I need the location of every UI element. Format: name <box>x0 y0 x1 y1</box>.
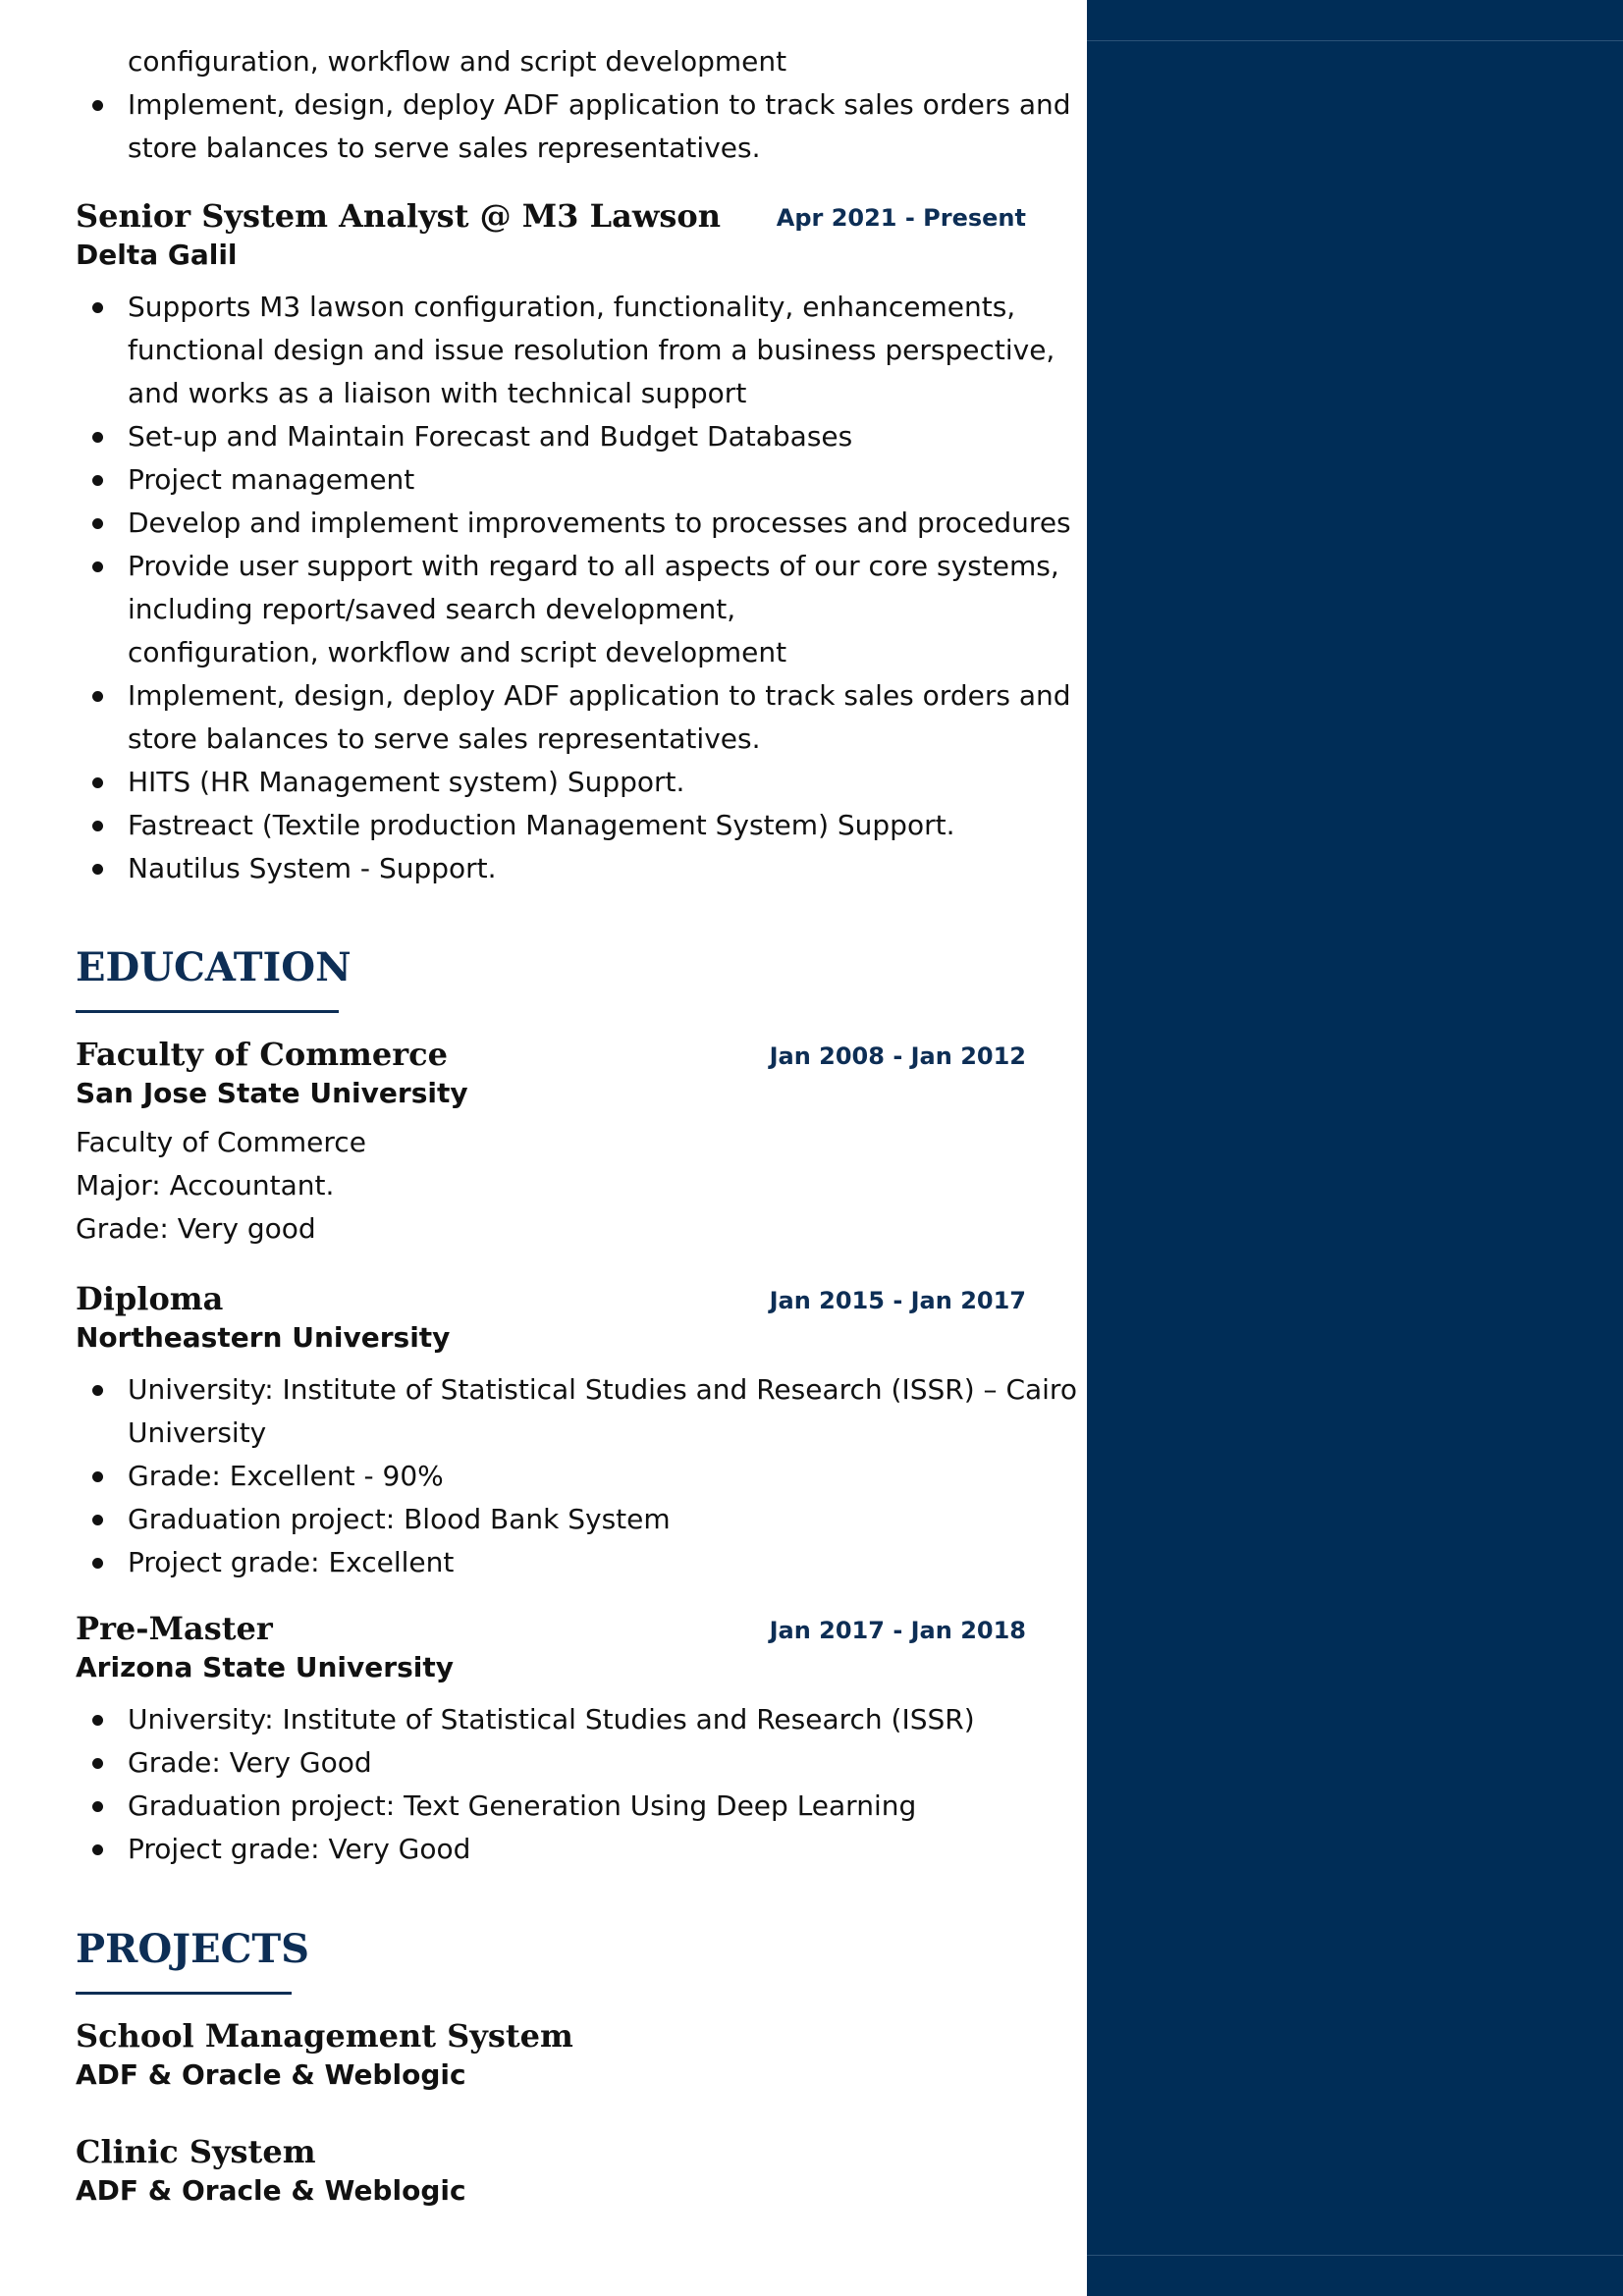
bullet-dot <box>92 518 103 529</box>
sidebar <box>1087 0 1623 2296</box>
education-date: Jan 2008 - Jan 2012 <box>769 1042 1026 1070</box>
company-name: Delta Galil <box>76 239 238 271</box>
bullet-dot <box>92 100 103 111</box>
bullet-line: Project management <box>128 463 415 496</box>
bullet-line: Implement, design, deploy ADF application to track sales orders and <box>128 88 1071 121</box>
bullet-line: Set-up and Maintain Forecast and Budget Databases <box>128 420 853 453</box>
bullet-dot <box>92 1471 103 1482</box>
bullet-dot <box>92 1385 103 1396</box>
bullet-line: Nautilus System - Support. <box>128 852 497 884</box>
bullet-line: University: Institute of Statistical Studies and Research (ISSR) – Cairo <box>128 1373 1077 1406</box>
bullet-continuation-line: and works as a liaison with technical support <box>128 377 747 409</box>
bullet-line: HITS (HR Management system) Support. <box>128 766 685 798</box>
bullet-dot <box>92 475 103 486</box>
bullet-continuation-line: store balances to serve sales representatives. <box>128 132 761 164</box>
bullet-line: Provide user support with regard to all aspects of our core systems, <box>128 550 1059 582</box>
bullet-continuation-line: configuration, workflow and script development <box>128 636 787 668</box>
bullet-line: Supports M3 lawson configuration, functionality, enhancements, <box>128 291 1016 323</box>
section-title-projects: PROJECTS <box>76 1926 310 1972</box>
education-detail-line: Faculty of Commerce <box>76 1126 366 1158</box>
bullet-continuation-line: University <box>128 1416 267 1449</box>
bullet-line: Graduation project: Blood Bank System <box>128 1503 671 1535</box>
section-underline <box>76 1992 292 1995</box>
bullet-dot <box>92 561 103 572</box>
job-title: Senior System Analyst @ M3 Lawson <box>76 197 721 235</box>
degree-title: Diploma <box>76 1280 224 1317</box>
bullet-continuation-line: functional design and issue resolution from a business perspective, <box>128 334 1055 366</box>
bullet-dot <box>92 691 103 702</box>
bullet-dot <box>92 1758 103 1769</box>
degree-title: Faculty of Commerce <box>76 1036 448 1073</box>
project-tech: ADF & Oracle & Weblogic <box>76 2058 466 2091</box>
education-date: Jan 2015 - Jan 2017 <box>769 1287 1026 1314</box>
school-name: Arizona State University <box>76 1651 454 1683</box>
school-name: Northeastern University <box>76 1321 451 1354</box>
bullet-line: Grade: Very Good <box>128 1746 372 1779</box>
bullet-line: University: Institute of Statistical Studies and Research (ISSR) <box>128 1703 975 1735</box>
project-name: School Management System <box>76 2017 573 2055</box>
education-detail-line: Grade: Very good <box>76 1212 316 1245</box>
bullet-line: Grade: Excellent - 90% <box>128 1460 444 1492</box>
sidebar-bottom-divider <box>1087 2255 1623 2256</box>
bullet-dot <box>92 864 103 875</box>
bullet-dot <box>92 1715 103 1726</box>
bullet-continuation-line: store balances to serve sales representatives. <box>128 722 761 755</box>
degree-title: Pre-Master <box>76 1610 273 1647</box>
bullet-continuation-line: configuration, workflow and script development <box>128 45 787 78</box>
bullet-line: Project grade: Excellent <box>128 1546 455 1578</box>
sidebar-top-divider <box>1087 40 1623 41</box>
bullet-line: Fastreact (Textile production Management System) Support. <box>128 809 955 841</box>
bullet-dot <box>92 1515 103 1525</box>
education-date: Jan 2017 - Jan 2018 <box>769 1617 1026 1644</box>
section-underline <box>76 1010 339 1013</box>
bullet-dot <box>92 1801 103 1812</box>
project-tech: ADF & Oracle & Weblogic <box>76 2174 466 2207</box>
section-title-education: EDUCATION <box>76 944 352 990</box>
bullet-dot <box>92 1558 103 1569</box>
bullet-continuation-line: including report/saved search development, <box>128 593 736 625</box>
bullet-dot <box>92 777 103 788</box>
project-name: Clinic System <box>76 2133 316 2170</box>
bullet-line: Graduation project: Text Generation Using Deep Learning <box>128 1789 917 1822</box>
bullet-line: Develop and implement improvements to processes and procedures <box>128 507 1071 539</box>
job-date: Apr 2021 - Present <box>776 204 1026 232</box>
bullet-dot <box>92 302 103 313</box>
bullet-line: Implement, design, deploy ADF application to track sales orders and <box>128 679 1071 712</box>
bullet-dot <box>92 432 103 443</box>
bullet-dot <box>92 1844 103 1855</box>
school-name: San Jose State University <box>76 1077 468 1109</box>
bullet-line: Project grade: Very Good <box>128 1833 471 1865</box>
education-detail-line: Major: Accountant. <box>76 1169 335 1201</box>
bullet-dot <box>92 821 103 831</box>
